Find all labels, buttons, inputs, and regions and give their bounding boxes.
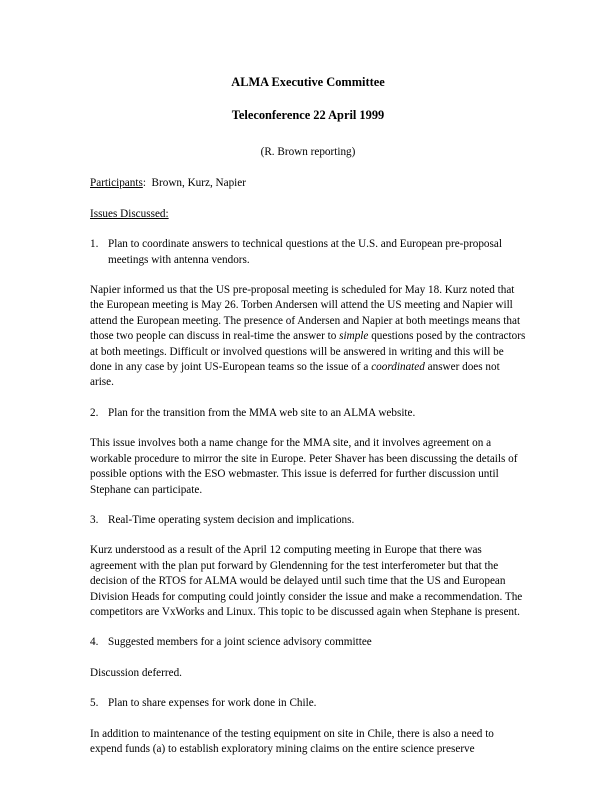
issue-title: Plan to coordinate answers to technical questions at the U.S. and European pre-proposal meetings with antenna vendors. [108, 238, 502, 266]
issue-number: 2. [90, 406, 99, 419]
issue-item-2 [90, 406, 526, 421]
issue-number: 5. [90, 697, 99, 710]
issue-item-1 [90, 237, 526, 268]
participants-label: Participants [90, 177, 143, 190]
issue-discussion-1 [90, 283, 526, 391]
discussion-text: questions posed by the contractors at both meetings. Difficult or involved questions will be answered in writing and this will be done in any case by joint US-European teams so the issue of a [90, 330, 526, 374]
issue-item-3 [90, 513, 526, 528]
issues-heading-text: Issues Discussed: [90, 207, 169, 220]
document-title: ALMA Executive Committee [231, 75, 385, 89]
issue-title: Plan for the transition from the MMA web site to an ALMA website. [108, 406, 416, 419]
issue-title: Real-Time operating system decision and implications. [108, 513, 355, 526]
issue-number: 1. [90, 238, 99, 251]
issue-title: Suggested members for a joint science advisory committee [108, 636, 372, 649]
issue-number: 3. [90, 513, 99, 526]
issue-title: Plan to share expenses for work done in Chile. [108, 697, 317, 710]
issue-item-4 [90, 635, 526, 650]
document-page [90, 74, 526, 772]
issue-discussion-5: In addition to maintenance of the testing equipment on site in Chile, there is also a need to expend funds (a) to establish exploratory mining claims on the entire science preserve [90, 727, 494, 755]
emphasis-text: coordinated [371, 361, 425, 374]
participants-line [90, 176, 526, 191]
issue-discussion-2: This issue involves both a name change for the MMA site, and it involves agreement on a workable procedure to mirror the site in Europe. Peter Shaver has been discussing the details of possible options with the ESO webmaster. This issue is deferred for further discussion until Stephane can participate. [90, 437, 518, 496]
issue-item-5 [90, 696, 526, 711]
participants-separator: : [142, 177, 152, 190]
issue-discussion-3: Kurz understood as a result of the April 12 computing meeting in Europe that there was agreement with the plan put forward by Glendenning for the test interferometer but that the decision of the RTOS for ALMA would be delayed until such time that the US and European Division Heads for computing could jointly consider the issue and make a recommendation. The competitors are VxWorks and Linux. This topic to be discussed again when Stephane is present. [90, 544, 523, 618]
emphasis-text: simple [339, 330, 369, 343]
discussion-text: Napier informed us that the US pre-proposal meeting is scheduled for May 18. Kurz noted that the European meeting is May 26. Torben Andersen will attend the US meeting and Napier will attend the European meeting. The presence of Andersen and Napier at both meetings means that those two people can discuss in real-time the answer to [90, 284, 521, 343]
issues-heading [90, 207, 526, 222]
meeting-subtitle: Teleconference 22 April 1999 [231, 108, 385, 122]
issue-discussion-4: Discussion deferred. [90, 666, 182, 679]
participants-names: Brown, Kurz, Napier [151, 177, 246, 190]
reporter-line: (R. Brown reporting) [260, 146, 356, 158]
issue-number: 4. [90, 636, 99, 649]
discussion-text: answer does not arise. [90, 361, 500, 389]
